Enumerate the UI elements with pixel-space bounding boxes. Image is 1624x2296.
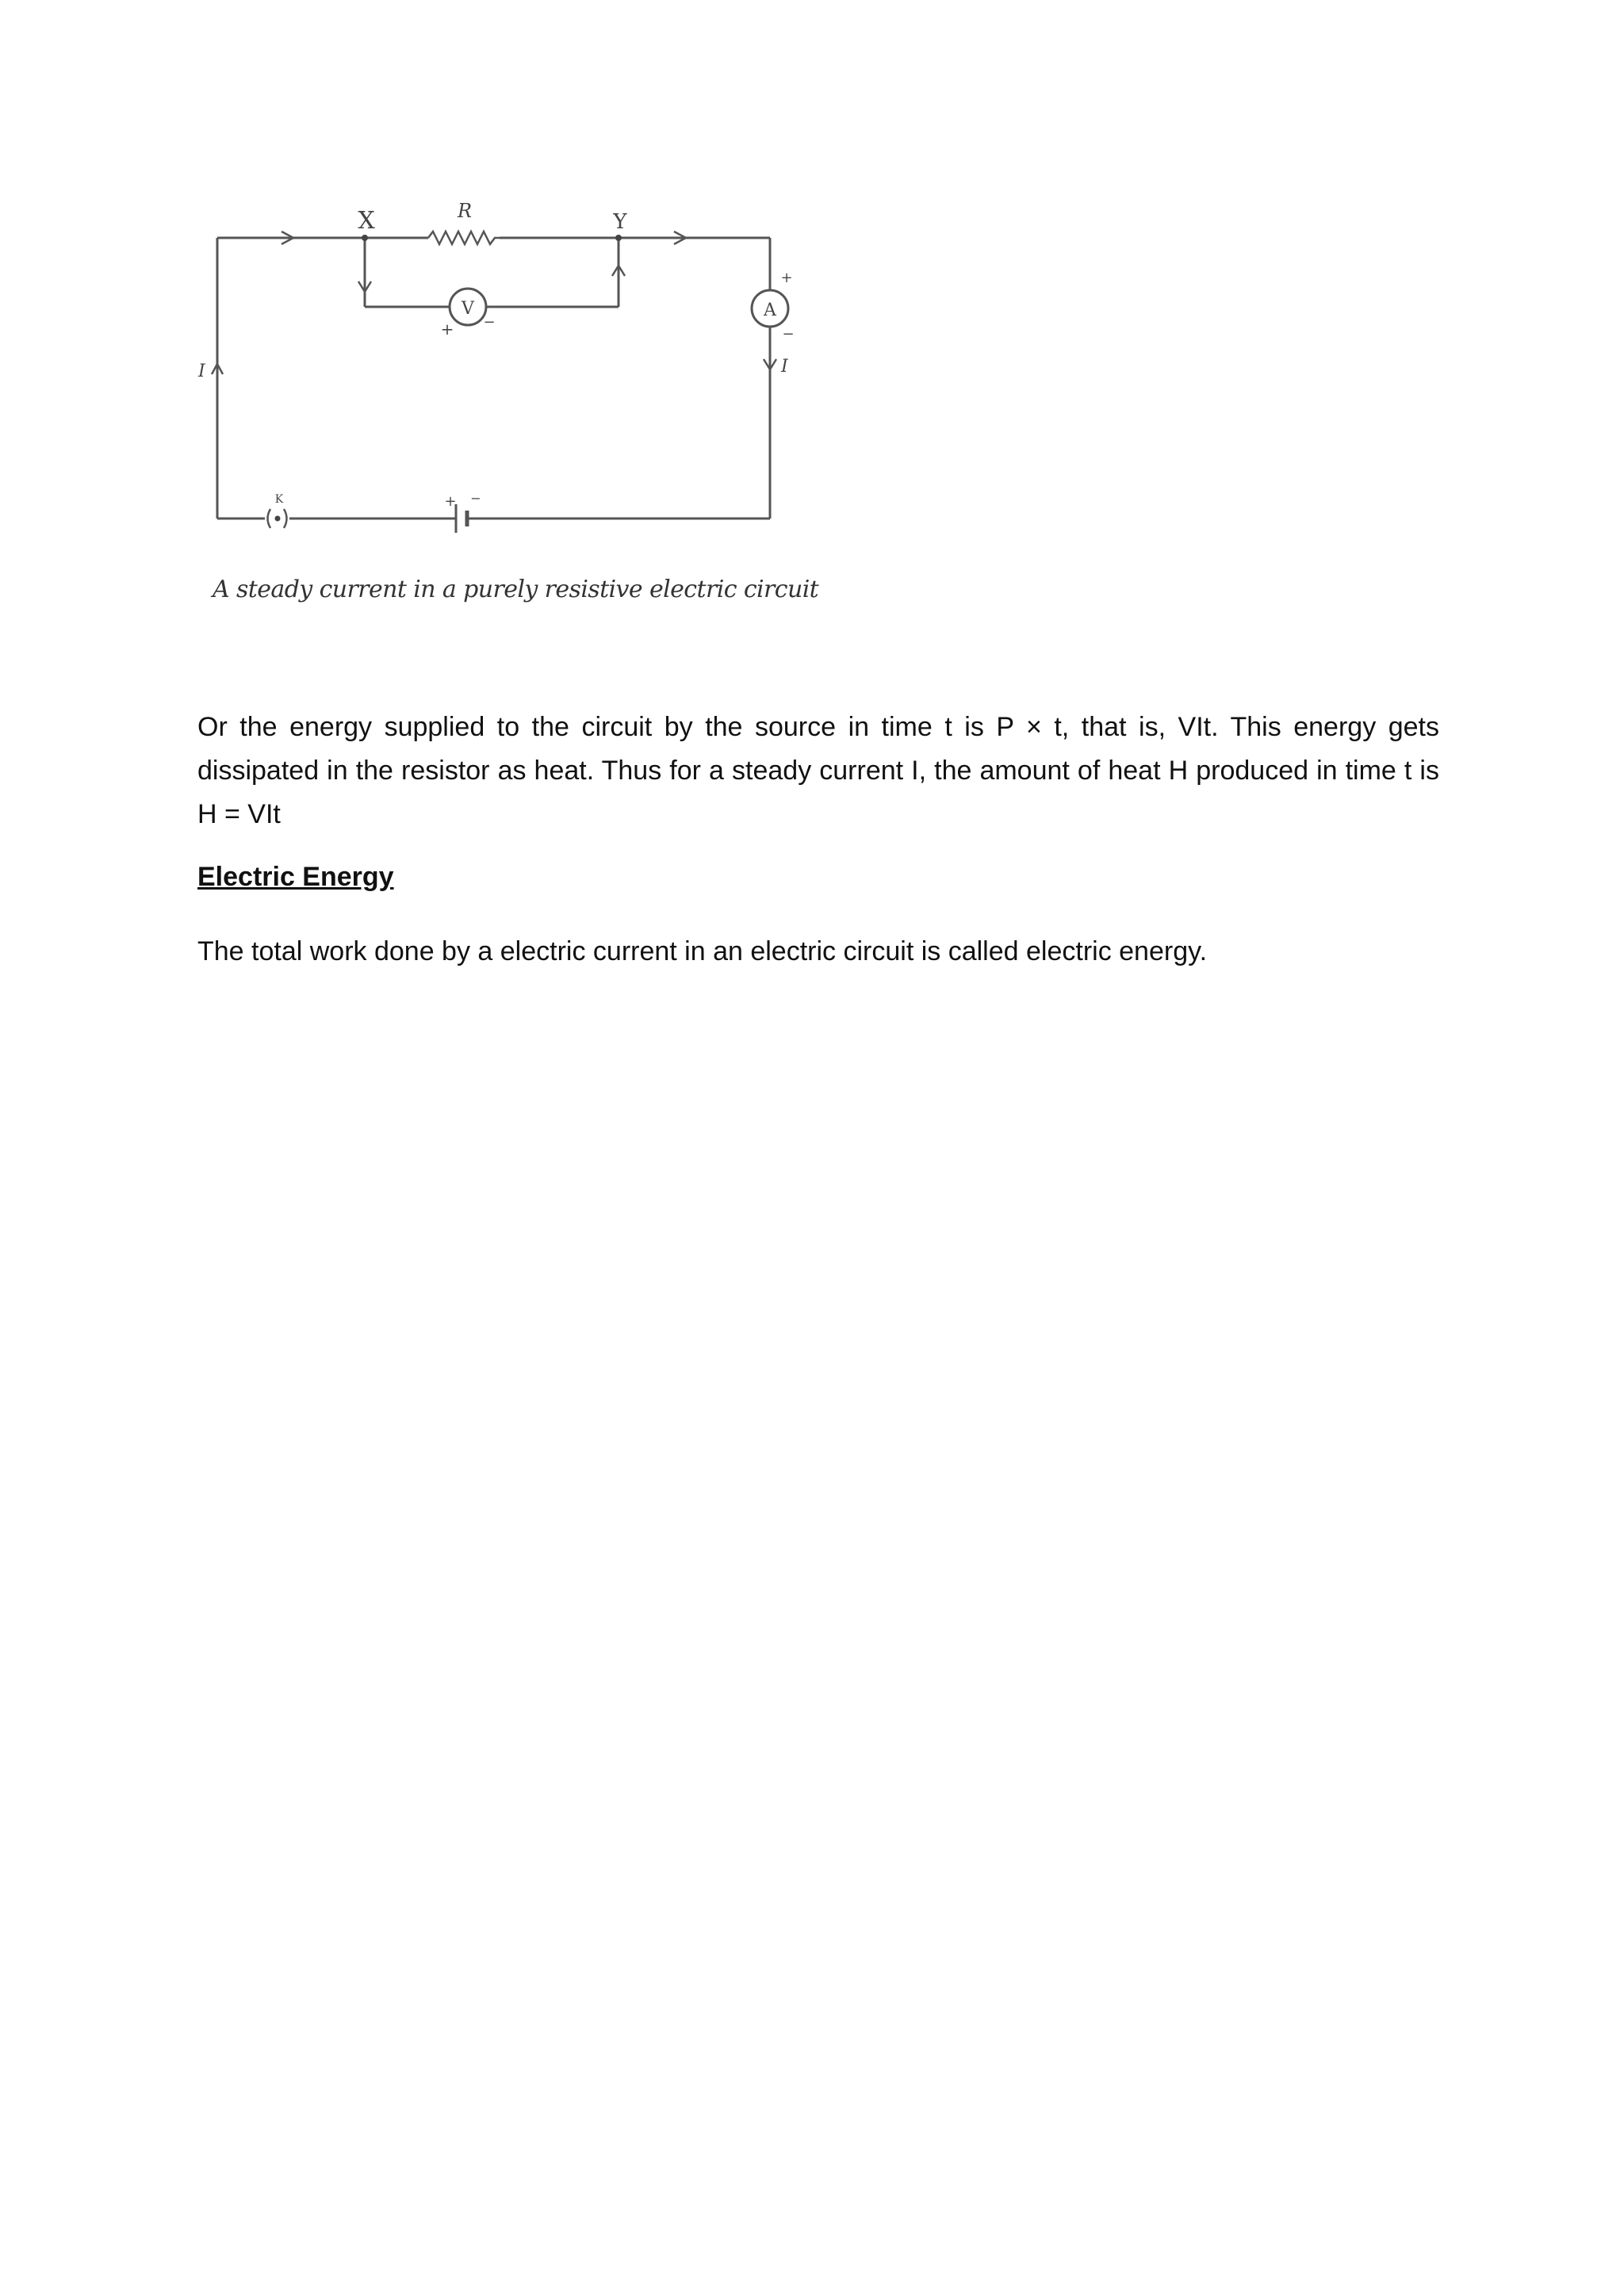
key-label: K <box>274 493 284 506</box>
voltmeter-minus: − <box>483 314 496 331</box>
current-label-right: I <box>781 357 788 377</box>
figure-caption: A steady current in a purely resistive electric circuit <box>213 576 819 603</box>
section-heading: Electric Energy <box>197 862 394 892</box>
label-x: X <box>358 207 375 235</box>
circuit-wires <box>217 238 770 519</box>
ammeter-label: A <box>764 300 776 320</box>
resistor-symbol <box>428 232 500 244</box>
battery-plus: + <box>444 493 457 510</box>
ammeter-minus: − <box>782 326 795 342</box>
junction-y <box>615 235 622 241</box>
junction-x <box>362 235 368 241</box>
voltmeter-label: V <box>462 299 474 319</box>
circuit-diagram <box>190 190 825 610</box>
label-y: Y <box>613 210 627 234</box>
battery-symbol <box>456 504 467 533</box>
battery-minus: − <box>470 491 481 506</box>
label-r: R <box>457 200 473 222</box>
key-symbol <box>268 509 287 528</box>
paragraph-electric-energy: The total work done by a electric current in an electric circuit is called electric energy. <box>197 936 1208 966</box>
current-arrows <box>212 232 776 374</box>
ammeter-plus: + <box>780 270 793 286</box>
current-label-left: I <box>198 362 205 381</box>
paragraph-heat: Or the energy supplied to the circuit by the source in time t is P × t, that is, VIt. This energy gets dissipated in the resistor as heat. Thus for a steady current I, the amount of heat H produced in time t is H = VIt <box>197 712 1439 829</box>
voltmeter-plus: + <box>440 320 454 339</box>
